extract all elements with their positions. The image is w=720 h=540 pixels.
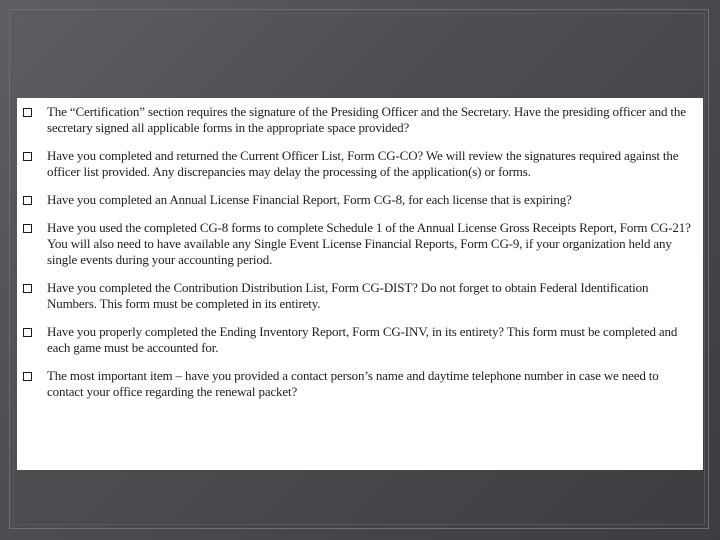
checkbox-icon[interactable]	[23, 224, 32, 233]
checkbox-icon[interactable]	[23, 152, 32, 161]
checklist-item-officer-list	[23, 148, 695, 180]
renewal-checklist	[23, 104, 695, 400]
checkbox-icon[interactable]	[23, 372, 32, 381]
checklist-item-text: Have you completed an Annual License Financial Report, Form CG-8, for each license that is expiring?	[47, 192, 572, 207]
checklist-item-ending-inventory	[23, 324, 695, 356]
checkbox-icon[interactable]	[23, 108, 32, 117]
checklist-item-text: Have you used the completed CG-8 forms to complete Schedule 1 of the Annual License Gross Receipts Report, Form CG-21? You will also need to have available any Single Event License Financial Reports, Form CG-9, if your organization held any single events during your accounting period.	[47, 220, 691, 267]
checkbox-icon[interactable]	[23, 328, 32, 337]
checklist-item-financial-report	[23, 192, 695, 208]
checklist-item-contribution-list	[23, 280, 695, 312]
checklist-item-certification	[23, 104, 695, 136]
checklist-item-text: Have you completed and returned the Current Officer List, Form CG-CO? We will review the signatures required against the officer list provided. Any discrepancies may delay the processing of the application(s) or forms.	[47, 148, 679, 179]
checklist-item-text: The “Certification” section requires the signature of the Presiding Officer and the Secretary. Have the presiding officer and the secretary signed all applicable forms in the appropriate space provided?	[47, 104, 686, 135]
checkbox-icon[interactable]	[23, 284, 32, 293]
document-panel	[17, 98, 703, 470]
checklist-item-text: The most important item – have you provided a contact person’s name and daytime telephone number in case we need to contact your office regarding the renewal packet?	[47, 368, 659, 399]
checkbox-icon[interactable]	[23, 196, 32, 205]
checklist-item-contact-person	[23, 368, 695, 400]
checklist-item-gross-receipts	[23, 220, 695, 268]
checklist-item-text: Have you properly completed the Ending Inventory Report, Form CG-INV, in its entirety? This form must be completed and each game must be accounted for.	[47, 324, 678, 355]
checklist-item-text: Have you completed the Contribution Distribution List, Form CG-DIST? Do not forget to obtain Federal Identification Numbers. This form must be completed in its entirety.	[47, 280, 649, 311]
